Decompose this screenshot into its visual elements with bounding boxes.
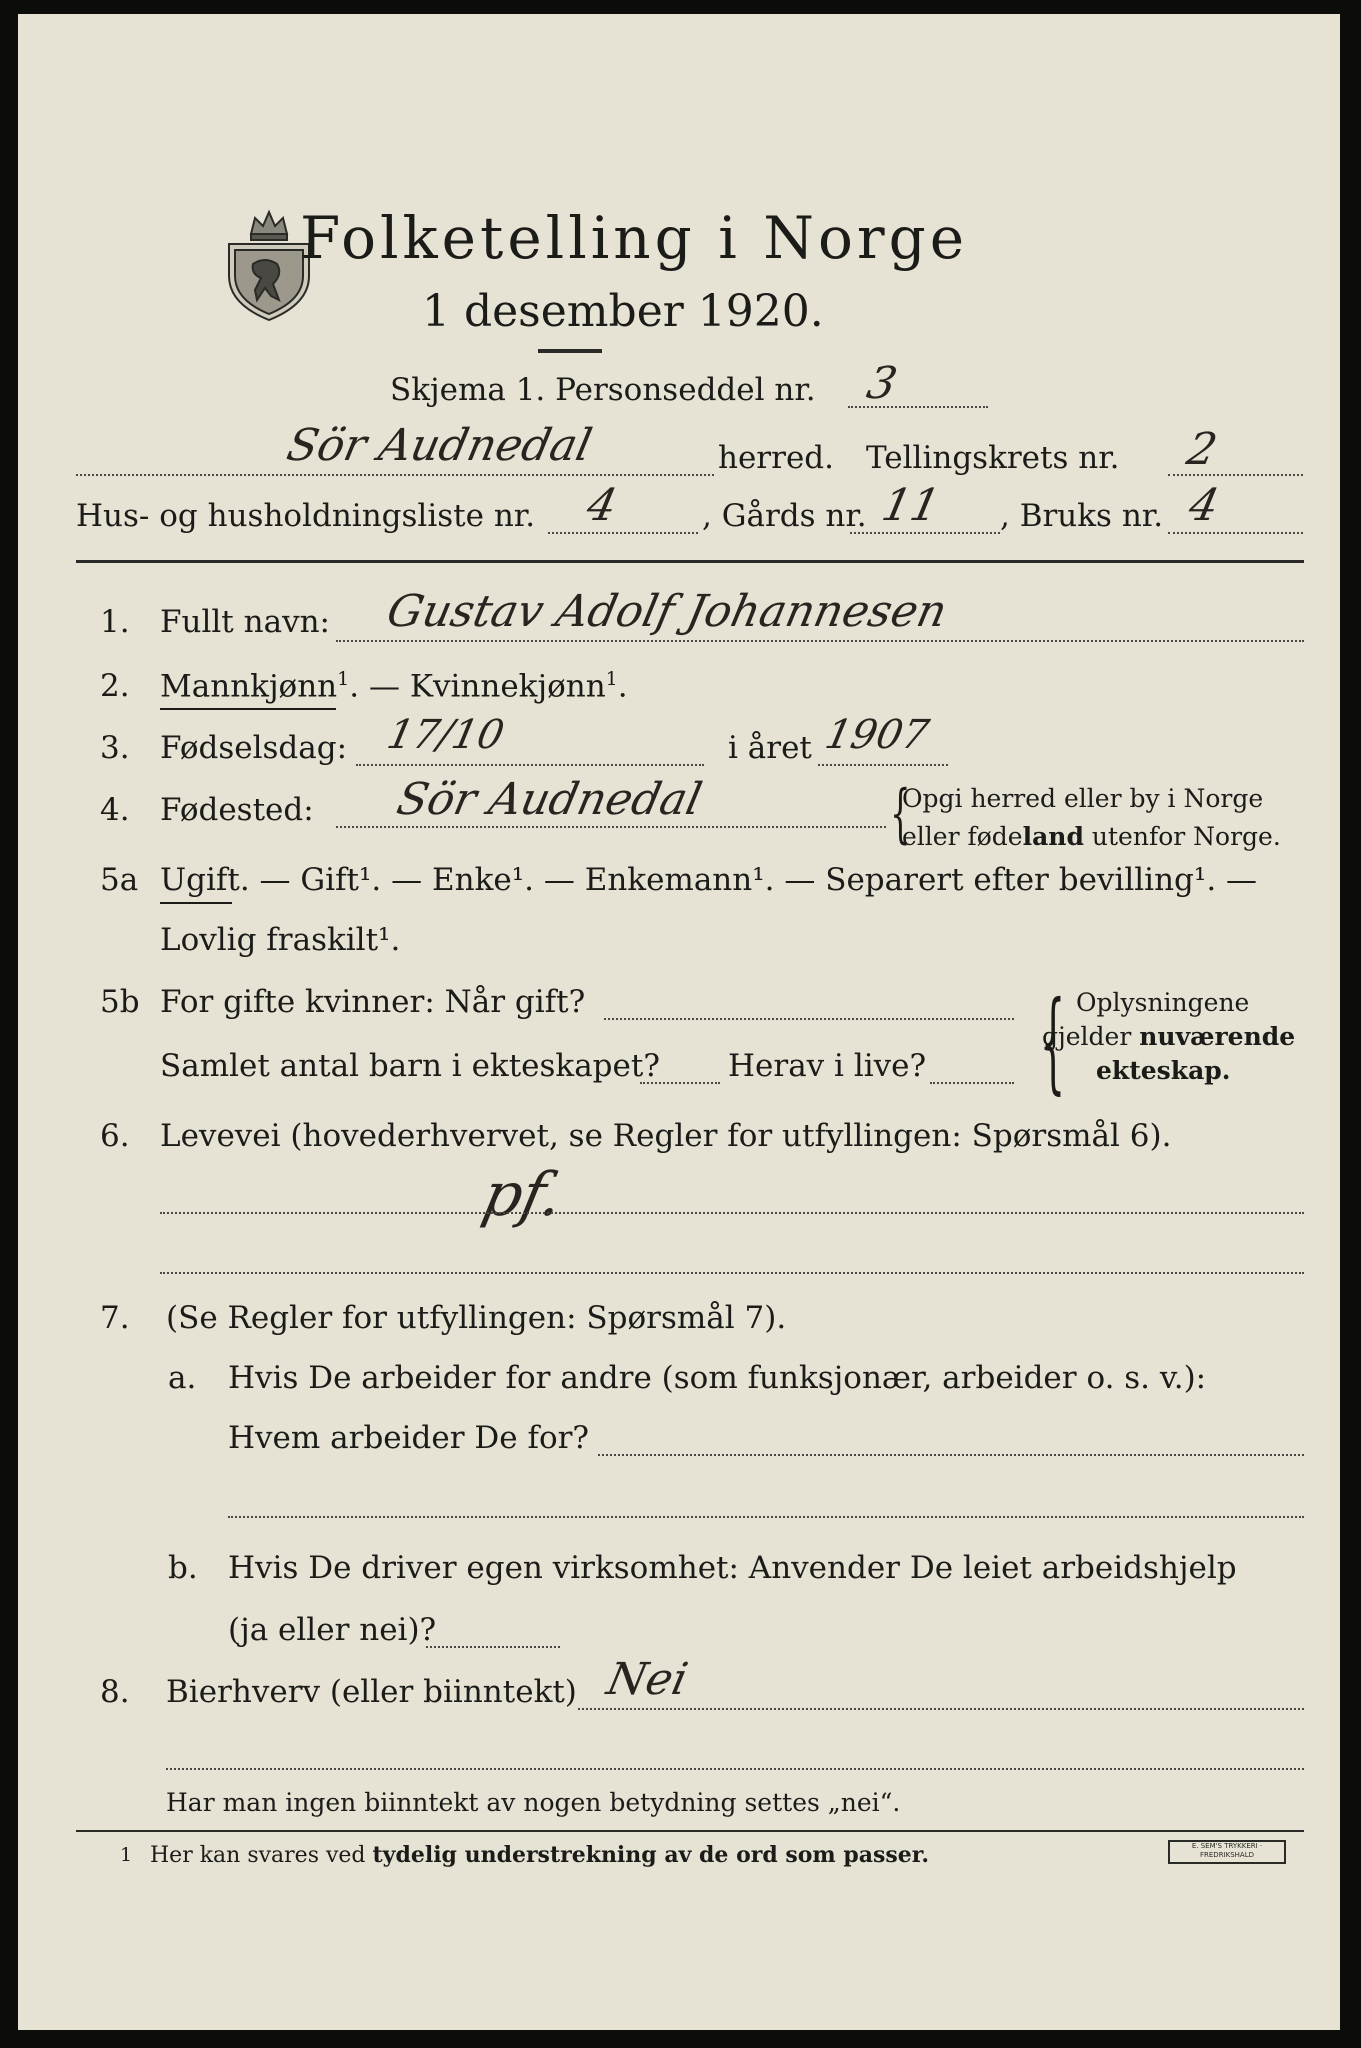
q2-options: Mannkjønn$^1$. — Kvinnekjønn$^1$.	[160, 668, 628, 705]
q5b-line1: For gifte kvinner: Når gift?	[160, 984, 586, 1020]
herred-label: herred.	[718, 440, 834, 476]
employer-line-1[interactable]	[598, 1454, 1304, 1456]
q5a-number: 5a	[100, 862, 139, 898]
mannkjonn-underline	[160, 708, 336, 710]
q8-number: 8.	[100, 1674, 130, 1710]
birth-year-value[interactable]: 1907	[821, 712, 933, 758]
q5b-alive-label: Herav i live?	[728, 1048, 927, 1084]
q3-label: Fødselsdag:	[160, 730, 348, 766]
tellingskrets-line	[1168, 474, 1303, 476]
employer-line-2[interactable]	[228, 1516, 1304, 1518]
personseddel-nr-line	[848, 406, 988, 408]
bruks-label: , Bruks nr.	[1000, 498, 1164, 534]
q8-label: Bierhverv (eller biinntekt)	[166, 1674, 577, 1710]
occupation-value[interactable]: pf.	[476, 1160, 570, 1230]
q1-label: Fullt navn:	[160, 604, 330, 640]
q5a-options: Ugift. — Gift¹. — Enke¹. — Enkemann¹. — Separert efter bevilling¹. —	[160, 862, 1258, 898]
form-title: Folketelling i Norge	[300, 204, 969, 272]
tellingskrets-value[interactable]: 2	[1182, 424, 1222, 475]
hus-label: Hus- og husholdningsliste nr.	[76, 498, 536, 534]
q7b-number: b.	[168, 1550, 198, 1586]
full-name-line	[336, 640, 1304, 642]
footer-note: Har man ingen biinntekt av nogen betydning settes „nei“.	[166, 1788, 901, 1817]
personseddel-nr-value[interactable]: 3	[862, 358, 902, 409]
q2-number: 2.	[100, 668, 130, 704]
q4-brace: {	[890, 777, 911, 851]
census-form	[18, 14, 1340, 2030]
q4-label: Fødested:	[160, 792, 314, 828]
gards-line	[850, 532, 1000, 534]
q5b-note-3: ekteskap.	[1096, 1056, 1231, 1085]
hus-line	[548, 532, 698, 534]
married-date-line[interactable]	[604, 1018, 1014, 1020]
full-name-value[interactable]: Gustav Adolf Johannesen	[382, 586, 952, 637]
q7a-line1: Hvis De arbeider for andre (som funksjonær, arbeider o. s. v.):	[228, 1360, 1207, 1396]
q4-note-1: Opgi herred eller by i Norge	[902, 784, 1264, 813]
herred-line	[76, 474, 714, 476]
ugift-underline	[160, 902, 232, 904]
herred-value[interactable]: Sör Audnedal	[282, 420, 597, 471]
gards-label: , Gårds nr.	[702, 498, 867, 534]
q5b-number: 5b	[100, 984, 140, 1020]
hus-value[interactable]: 4	[582, 480, 622, 531]
kvinnekjonn-option[interactable]: Kvinnekjønn	[409, 668, 606, 705]
mannkjonn-option[interactable]: Mannkjønn	[160, 668, 338, 705]
printer-stamp: E. SEM'S TRYKKERI · FREDRIKSHALD	[1168, 1840, 1286, 1864]
q3-year-label: i året	[728, 730, 812, 766]
bruks-line	[1168, 532, 1303, 534]
q7b-line2: (ja eller nei)?	[228, 1612, 437, 1648]
header-rule	[76, 560, 1304, 563]
q7a-line2: Hvem arbeider De for?	[228, 1420, 590, 1456]
q7-number: 7.	[100, 1300, 130, 1336]
children-count-line[interactable]	[640, 1082, 720, 1084]
q4-note-2: eller fødeland utenfor Norge.	[902, 822, 1281, 851]
footnote-number: 1	[120, 1844, 133, 1866]
q7-label: (Se Regler for utfyllingen: Spørsmål 7).	[166, 1300, 787, 1336]
hired-help-line[interactable]	[426, 1646, 560, 1648]
footer-rule	[76, 1830, 1304, 1832]
ugift-option[interactable]: Ugift	[160, 862, 240, 898]
q5b-note-1: Oplysningene	[1076, 988, 1250, 1017]
form-date: 1 desember 1920.	[422, 286, 824, 337]
q7a-number: a.	[168, 1360, 197, 1396]
alive-count-line[interactable]	[930, 1082, 1014, 1084]
birthplace-line	[336, 826, 886, 828]
skjema-label: Skjema 1. Personseddel nr.	[390, 372, 816, 408]
q5b-note-2: gjelder nuværende	[1042, 1022, 1296, 1051]
occupation-line-1	[160, 1212, 1304, 1214]
footnote-text: Her kan svares ved tydelig understrekning av de ord som passer.	[150, 1842, 930, 1868]
q5b-brace: {	[1040, 977, 1066, 1105]
bruks-value[interactable]: 4	[1184, 480, 1224, 531]
birthday-line	[356, 764, 704, 766]
q4-number: 4.	[100, 792, 130, 828]
side-income-line-1	[578, 1708, 1304, 1710]
q6-label: Levevei (hovederhvervet, se Regler for utfyllingen: Spørsmål 6).	[160, 1118, 1172, 1154]
q5b-children-label: Samlet antal barn i ekteskapet?	[160, 1048, 660, 1084]
side-income-value[interactable]: Nei	[602, 1654, 693, 1705]
birth-year-line	[818, 764, 948, 766]
birthplace-value[interactable]: Sör Audnedal	[392, 774, 707, 825]
q3-number: 3.	[100, 730, 130, 766]
tellingskrets-label: Tellingskrets nr.	[866, 440, 1120, 476]
gards-value[interactable]: 11	[877, 480, 945, 531]
occupation-line-2	[160, 1272, 1304, 1274]
q5a-line2[interactable]: Lovlig fraskilt¹.	[160, 922, 401, 958]
q1-number: 1.	[100, 604, 130, 640]
side-income-line-2	[166, 1768, 1304, 1770]
title-divider	[538, 349, 602, 353]
birthday-value[interactable]: 17/10	[383, 712, 509, 758]
q7b-line1: Hvis De driver egen virksomhet: Anvender De leiet arbeidshjelp	[228, 1550, 1237, 1586]
q6-number: 6.	[100, 1118, 130, 1154]
